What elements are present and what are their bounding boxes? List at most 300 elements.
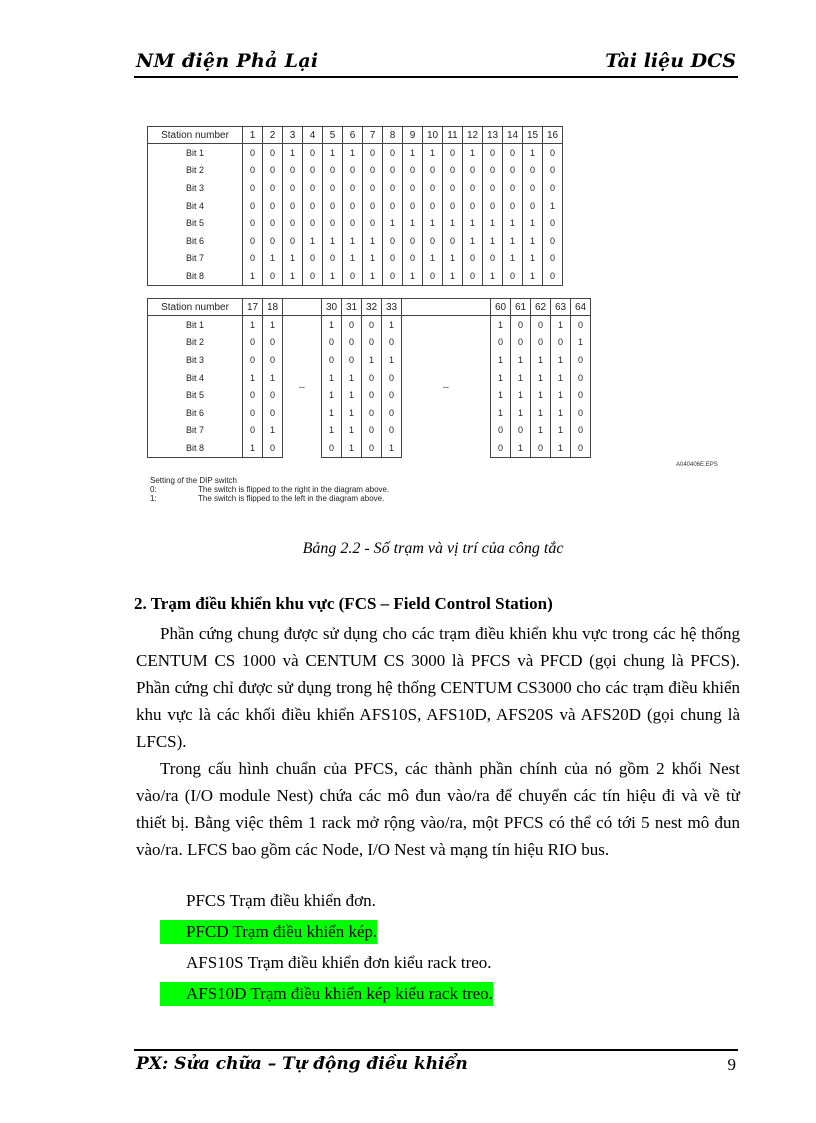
bit-value: 0: [483, 197, 503, 215]
bit-value: 0: [511, 422, 531, 440]
bit-value: 0: [483, 144, 503, 162]
bit-value: 0: [571, 316, 591, 334]
bit-value: 0: [362, 439, 382, 457]
station-number-cell: 7: [363, 127, 383, 144]
bit-label: Bit 7: [148, 250, 243, 268]
table-row: [148, 316, 591, 334]
bit-value: 0: [243, 422, 263, 440]
bit-value: 1: [263, 316, 283, 334]
bit-value: 0: [283, 232, 303, 250]
bit-value: 0: [403, 179, 423, 197]
bit-value: 0: [551, 334, 571, 352]
bit-value: 0: [263, 162, 283, 180]
section-heading: 2. Trạm điều khiển khu vực (FCS – Field Control Station): [134, 594, 553, 613]
bit-value: 0: [523, 179, 543, 197]
bit-label: Bit 3: [148, 351, 243, 369]
bit-value: 1: [322, 422, 342, 440]
bit-value: 0: [571, 439, 591, 457]
header-plant-name: NM điện Phả Lại: [136, 50, 319, 72]
bit-label: Bit 6: [148, 404, 243, 422]
bit-value: 1: [403, 214, 423, 232]
bit-value: 1: [491, 351, 511, 369]
station-number-cell: 33: [382, 299, 402, 316]
bit-value: 1: [363, 250, 383, 268]
table-row: [148, 179, 563, 197]
bit-value: 1: [322, 316, 342, 334]
bit-value: 0: [491, 439, 511, 457]
bit-value: 0: [423, 267, 443, 285]
bit-value: 0: [303, 197, 323, 215]
table-row: [148, 439, 591, 457]
station-number-cell: 16: [543, 127, 563, 144]
bit-value: 0: [243, 197, 263, 215]
bit-value: 0: [263, 351, 283, 369]
bit-value: 0: [503, 162, 523, 180]
bit-value: 1: [551, 422, 571, 440]
table-row: [148, 369, 591, 387]
bit-value: 1: [383, 214, 403, 232]
bit-value: 0: [263, 404, 283, 422]
bit-value: 1: [443, 250, 463, 268]
bit-value: 0: [363, 179, 383, 197]
paragraph-2: Trong cấu hình chuẩn của PFCS, các thành phần chính của nó gồm 2 khối Nest vào/ra (I/O module Nest) chứa các mô đun vào/ra để chuyển các tín hiệu đi và về từ thiết bị. Bằng việc thêm 1 rack mở rộng vào/ra, một PFCS có thể có tới 5 nest mô đun vào/ra. LFCS bao gồm các Node, I/O Nest và mạng tín hiệu RIO bus.: [136, 759, 740, 859]
bit-label: Bit 3: [148, 179, 243, 197]
bit-value: 1: [363, 232, 383, 250]
gap-cell: [283, 299, 322, 316]
note-title: Setting of the DIP switch: [150, 476, 238, 485]
bit-value: 0: [263, 267, 283, 285]
bit-value: 0: [443, 232, 463, 250]
bit-label: Bit 5: [148, 214, 243, 232]
bit-value: 1: [503, 250, 523, 268]
bit-value: 1: [503, 232, 523, 250]
station-number-cell: 61: [511, 299, 531, 316]
bit-value: 0: [303, 179, 323, 197]
bit-value: 1: [322, 369, 342, 387]
bit-value: 1: [343, 144, 363, 162]
bit-label: Bit 4: [148, 369, 243, 387]
bit-value: 0: [483, 162, 503, 180]
bit-value: 1: [283, 250, 303, 268]
bit-value: 1: [363, 267, 383, 285]
page-number: 9: [727, 1055, 736, 1074]
bit-value: 1: [323, 232, 343, 250]
bit-value: 0: [283, 197, 303, 215]
bit-label: Bit 8: [148, 267, 243, 285]
bit-value: 0: [423, 179, 443, 197]
ellipsis-cell: --: [402, 316, 491, 458]
bit-value: 0: [383, 250, 403, 268]
bit-value: 0: [543, 144, 563, 162]
bit-value: 1: [382, 316, 402, 334]
list-item-highlighted: AFS10D Trạm điều khiển kép kiểu rack treo.: [186, 981, 493, 1012]
bit-value: 0: [543, 232, 563, 250]
bit-value: 0: [342, 351, 362, 369]
bit-value: 1: [423, 250, 443, 268]
bit-value: 0: [343, 197, 363, 215]
bit-value: 1: [523, 214, 543, 232]
bit-value: 0: [303, 250, 323, 268]
bit-value: 1: [443, 267, 463, 285]
bit-value: 1: [523, 144, 543, 162]
bit-value: 0: [343, 162, 363, 180]
bit-value: 1: [342, 422, 362, 440]
station-number-cell: 10: [423, 127, 443, 144]
bit-value: 0: [543, 214, 563, 232]
bit-value: 1: [491, 369, 511, 387]
bit-value: 1: [483, 232, 503, 250]
bit-value: 0: [463, 267, 483, 285]
bit-value: 0: [322, 351, 342, 369]
bit-value: 0: [531, 316, 551, 334]
bit-value: 0: [283, 214, 303, 232]
bit-value: 1: [463, 144, 483, 162]
bit-value: 1: [551, 404, 571, 422]
station-number-cell: 1: [243, 127, 263, 144]
bit-value: 0: [243, 232, 263, 250]
station-number-cell: 18: [263, 299, 283, 316]
bit-value: 0: [243, 386, 263, 404]
station-number-cell: 32: [362, 299, 382, 316]
bit-value: 1: [491, 404, 511, 422]
bit-value: 0: [263, 334, 283, 352]
bit-value: 0: [531, 439, 551, 457]
bit-value: 0: [362, 404, 382, 422]
bit-value: 1: [531, 369, 551, 387]
table-row: [148, 162, 563, 180]
bit-value: 0: [323, 197, 343, 215]
bit-value: 0: [571, 369, 591, 387]
bit-value: 0: [243, 144, 263, 162]
station-number-cell: 11: [443, 127, 463, 144]
note-line: 0: The switch is flipped to the right in the diagram above.: [150, 485, 390, 494]
station-number-cell: 17: [243, 299, 263, 316]
bit-value: 0: [382, 404, 402, 422]
bit-value: 0: [243, 179, 263, 197]
station-number-cell: 3: [283, 127, 303, 144]
header-label: Station number: [148, 299, 243, 316]
bit-value: 1: [403, 267, 423, 285]
bit-value: 0: [383, 179, 403, 197]
caption-label: Bảng 2.2 -: [302, 540, 370, 557]
bit-value: 1: [463, 214, 483, 232]
bit-value: 0: [463, 197, 483, 215]
bit-value: 0: [443, 162, 463, 180]
bit-value: 1: [483, 267, 503, 285]
footer-department: PX: Sửa chữa – Tự động điều khiển: [136, 1054, 468, 1074]
bit-value: 0: [283, 162, 303, 180]
bit-value: 0: [383, 232, 403, 250]
bit-value: 0: [243, 404, 263, 422]
bit-value: 0: [511, 334, 531, 352]
bit-value: 0: [543, 250, 563, 268]
bit-value: 0: [383, 162, 403, 180]
bit-value: 1: [511, 404, 531, 422]
bit-value: 0: [383, 144, 403, 162]
bit-value: 0: [343, 267, 363, 285]
table-row: [148, 250, 563, 268]
bit-label: Bit 1: [148, 144, 243, 162]
table-row: [148, 334, 591, 352]
station-number-cell: 30: [322, 299, 342, 316]
bit-value: 0: [303, 214, 323, 232]
bit-value: 0: [423, 197, 443, 215]
bit-value: 0: [243, 162, 263, 180]
bit-value: 0: [362, 334, 382, 352]
bit-value: 0: [323, 250, 343, 268]
bit-value: 1: [423, 214, 443, 232]
bit-label: Bit 5: [148, 386, 243, 404]
bit-value: 0: [443, 197, 463, 215]
bit-value: 0: [342, 316, 362, 334]
bit-value: 1: [531, 422, 551, 440]
bit-value: 0: [463, 179, 483, 197]
station-number-cell: 6: [343, 127, 363, 144]
bit-value: 0: [243, 334, 263, 352]
bit-value: 0: [383, 267, 403, 285]
bit-value: 0: [511, 316, 531, 334]
bit-value: 0: [571, 422, 591, 440]
bit-value: 0: [403, 250, 423, 268]
station-number-cell: 12: [463, 127, 483, 144]
bit-value: 0: [443, 179, 463, 197]
table-row: [148, 214, 563, 232]
bit-value: 0: [362, 386, 382, 404]
bit-value: 0: [363, 144, 383, 162]
dip-switch-note: [150, 476, 389, 503]
bit-value: 0: [382, 334, 402, 352]
bit-value: 0: [243, 250, 263, 268]
bit-value: 0: [363, 197, 383, 215]
bit-value: 0: [423, 162, 443, 180]
bit-value: 0: [543, 267, 563, 285]
station-number-cell: 5: [323, 127, 343, 144]
bit-label: Bit 8: [148, 439, 243, 457]
bit-value: 1: [362, 351, 382, 369]
table-row: [148, 351, 591, 369]
bit-value: 0: [243, 214, 263, 232]
station-number-cell: 63: [551, 299, 571, 316]
bit-value: 0: [323, 179, 343, 197]
caption-text: Số trạm và vị trí của công tắc: [373, 540, 564, 557]
bit-value: 1: [531, 386, 551, 404]
bit-value: 1: [303, 232, 323, 250]
bit-value: 0: [543, 179, 563, 197]
fcs-type-list: [186, 888, 493, 1012]
page-header: [134, 46, 738, 78]
bit-value: 1: [443, 214, 463, 232]
table-row: [148, 197, 563, 215]
bit-value: 0: [491, 422, 511, 440]
bit-value: 1: [243, 316, 263, 334]
table-row: [148, 386, 591, 404]
bit-label: Bit 1: [148, 316, 243, 334]
bit-value: 0: [463, 162, 483, 180]
bit-value: 1: [511, 351, 531, 369]
bit-value: 0: [303, 144, 323, 162]
bit-label: Bit 6: [148, 232, 243, 250]
bit-value: 1: [551, 369, 571, 387]
table-row: [148, 404, 591, 422]
bit-value: 0: [382, 422, 402, 440]
bit-value: 1: [543, 197, 563, 215]
bit-value: 1: [523, 232, 543, 250]
station-number-cell: 62: [531, 299, 551, 316]
bit-value: 1: [382, 351, 402, 369]
bit-value: 1: [523, 250, 543, 268]
bit-value: 0: [263, 386, 283, 404]
bit-value: 0: [283, 179, 303, 197]
bit-value: 1: [263, 250, 283, 268]
bit-value: 0: [382, 386, 402, 404]
bit-value: 1: [342, 404, 362, 422]
bit-value: 0: [443, 144, 463, 162]
bit-value: 0: [571, 351, 591, 369]
bit-value: 0: [243, 351, 263, 369]
bit-value: 1: [483, 214, 503, 232]
bit-value: 1: [263, 369, 283, 387]
bit-value: 1: [243, 369, 263, 387]
bit-value: 0: [503, 197, 523, 215]
bit-value: 1: [283, 144, 303, 162]
bit-value: 1: [491, 316, 511, 334]
bit-value: 1: [503, 214, 523, 232]
paragraph-1: Phần cứng chung được sử dụng cho các trạm điều khiển khu vực trong các hệ thống CENTUM CS 1000 và CENTUM CS 3000 là PFCS và PFCD (gọi chung là PFCS). Phần cứng chỉ được sử dụng trong hệ thống CENTUM CS3000 cho các trạm điều khiển khu vực là các khối điều khiển AFS10S, AFS10D, AFS20S và AFS20D (gọi chung là LFCS).: [136, 624, 740, 751]
bit-value: 1: [322, 404, 342, 422]
bit-value: 0: [323, 214, 343, 232]
bit-value: 1: [342, 369, 362, 387]
bit-value: 0: [363, 214, 383, 232]
bit-value: 1: [531, 404, 551, 422]
bit-value: 0: [303, 267, 323, 285]
station-number-cell: 60: [491, 299, 511, 316]
bit-value: 1: [243, 439, 263, 457]
station-number-cell: 64: [571, 299, 591, 316]
table-row: [148, 422, 591, 440]
bit-value: 0: [343, 214, 363, 232]
note-line: 1: The switch is flipped to the left in the diagram above.: [150, 494, 385, 503]
bit-value: 0: [503, 144, 523, 162]
bit-value: 1: [263, 422, 283, 440]
station-number-cell: 15: [523, 127, 543, 144]
bit-value: 0: [362, 316, 382, 334]
bit-value: 0: [362, 369, 382, 387]
bit-value: 0: [263, 232, 283, 250]
bit-value: 0: [343, 179, 363, 197]
bit-value: 0: [571, 404, 591, 422]
bit-label: Bit 2: [148, 162, 243, 180]
bit-value: 0: [523, 197, 543, 215]
bit-value: 1: [403, 144, 423, 162]
bit-value: 0: [571, 386, 591, 404]
bit-value: 0: [322, 334, 342, 352]
bit-value: 0: [303, 162, 323, 180]
bit-value: 0: [491, 334, 511, 352]
bit-value: 1: [343, 232, 363, 250]
station-number-cell: 14: [503, 127, 523, 144]
header-label: Station number: [148, 127, 243, 144]
bit-value: 0: [263, 179, 283, 197]
station-number-cell: 8: [383, 127, 403, 144]
figure-code: A040406E.EPS: [676, 462, 718, 468]
bit-value: 1: [523, 267, 543, 285]
page-footer: [134, 1049, 738, 1081]
bit-value: 0: [382, 369, 402, 387]
bit-value: 1: [342, 439, 362, 457]
table-header-row: [148, 127, 563, 144]
station-bit-table-2: [147, 298, 591, 458]
station-number-cell: 4: [303, 127, 323, 144]
bit-value: 1: [382, 439, 402, 457]
bit-value: 0: [523, 162, 543, 180]
bit-value: 0: [531, 334, 551, 352]
bit-value: 1: [511, 439, 531, 457]
bit-value: 1: [551, 386, 571, 404]
station-bit-table-1: [147, 126, 563, 286]
bit-value: 0: [263, 144, 283, 162]
station-number-cell: 2: [263, 127, 283, 144]
bit-value: 1: [463, 232, 483, 250]
bit-value: 0: [323, 162, 343, 180]
bit-value: 1: [342, 386, 362, 404]
bit-value: 0: [263, 197, 283, 215]
table-row: [148, 232, 563, 250]
bit-value: 0: [363, 162, 383, 180]
bit-value: 1: [551, 316, 571, 334]
bit-value: 0: [503, 267, 523, 285]
bit-value: 0: [362, 422, 382, 440]
bit-value: 0: [263, 439, 283, 457]
bit-value: 1: [511, 369, 531, 387]
table-row: [148, 144, 563, 162]
table-caption: [0, 540, 816, 558]
station-number-cell: 9: [403, 127, 423, 144]
bit-value: 1: [423, 144, 443, 162]
bit-value: 0: [463, 250, 483, 268]
table-header-row: [148, 299, 591, 316]
bit-value: 0: [403, 162, 423, 180]
bit-value: 1: [511, 386, 531, 404]
bit-value: 0: [543, 162, 563, 180]
bit-value: 0: [322, 439, 342, 457]
bit-value: 0: [503, 179, 523, 197]
bit-label: Bit 7: [148, 422, 243, 440]
bit-value: 1: [531, 351, 551, 369]
table-row: [148, 267, 563, 285]
bit-value: 1: [491, 386, 511, 404]
bit-value: 0: [403, 197, 423, 215]
bit-value: 0: [342, 334, 362, 352]
station-number-cell: 31: [342, 299, 362, 316]
bit-value: 1: [243, 267, 263, 285]
bit-value: 1: [551, 439, 571, 457]
bit-value: 1: [343, 250, 363, 268]
header-doc-title: Tài liệu DCS: [605, 50, 736, 72]
gap-cell: [402, 299, 491, 316]
bit-value: 0: [483, 179, 503, 197]
bit-value: 1: [283, 267, 303, 285]
bit-value: 1: [323, 267, 343, 285]
bit-value: 1: [551, 351, 571, 369]
bit-value: 0: [483, 250, 503, 268]
bit-value: 1: [571, 334, 591, 352]
bit-value: 0: [423, 232, 443, 250]
list-item-highlighted: PFCD Trạm điều khiển kép.: [186, 919, 493, 950]
bit-label: Bit 2: [148, 334, 243, 352]
bit-value: 1: [323, 144, 343, 162]
ellipsis-cell: --: [283, 316, 322, 458]
station-number-cell: 13: [483, 127, 503, 144]
